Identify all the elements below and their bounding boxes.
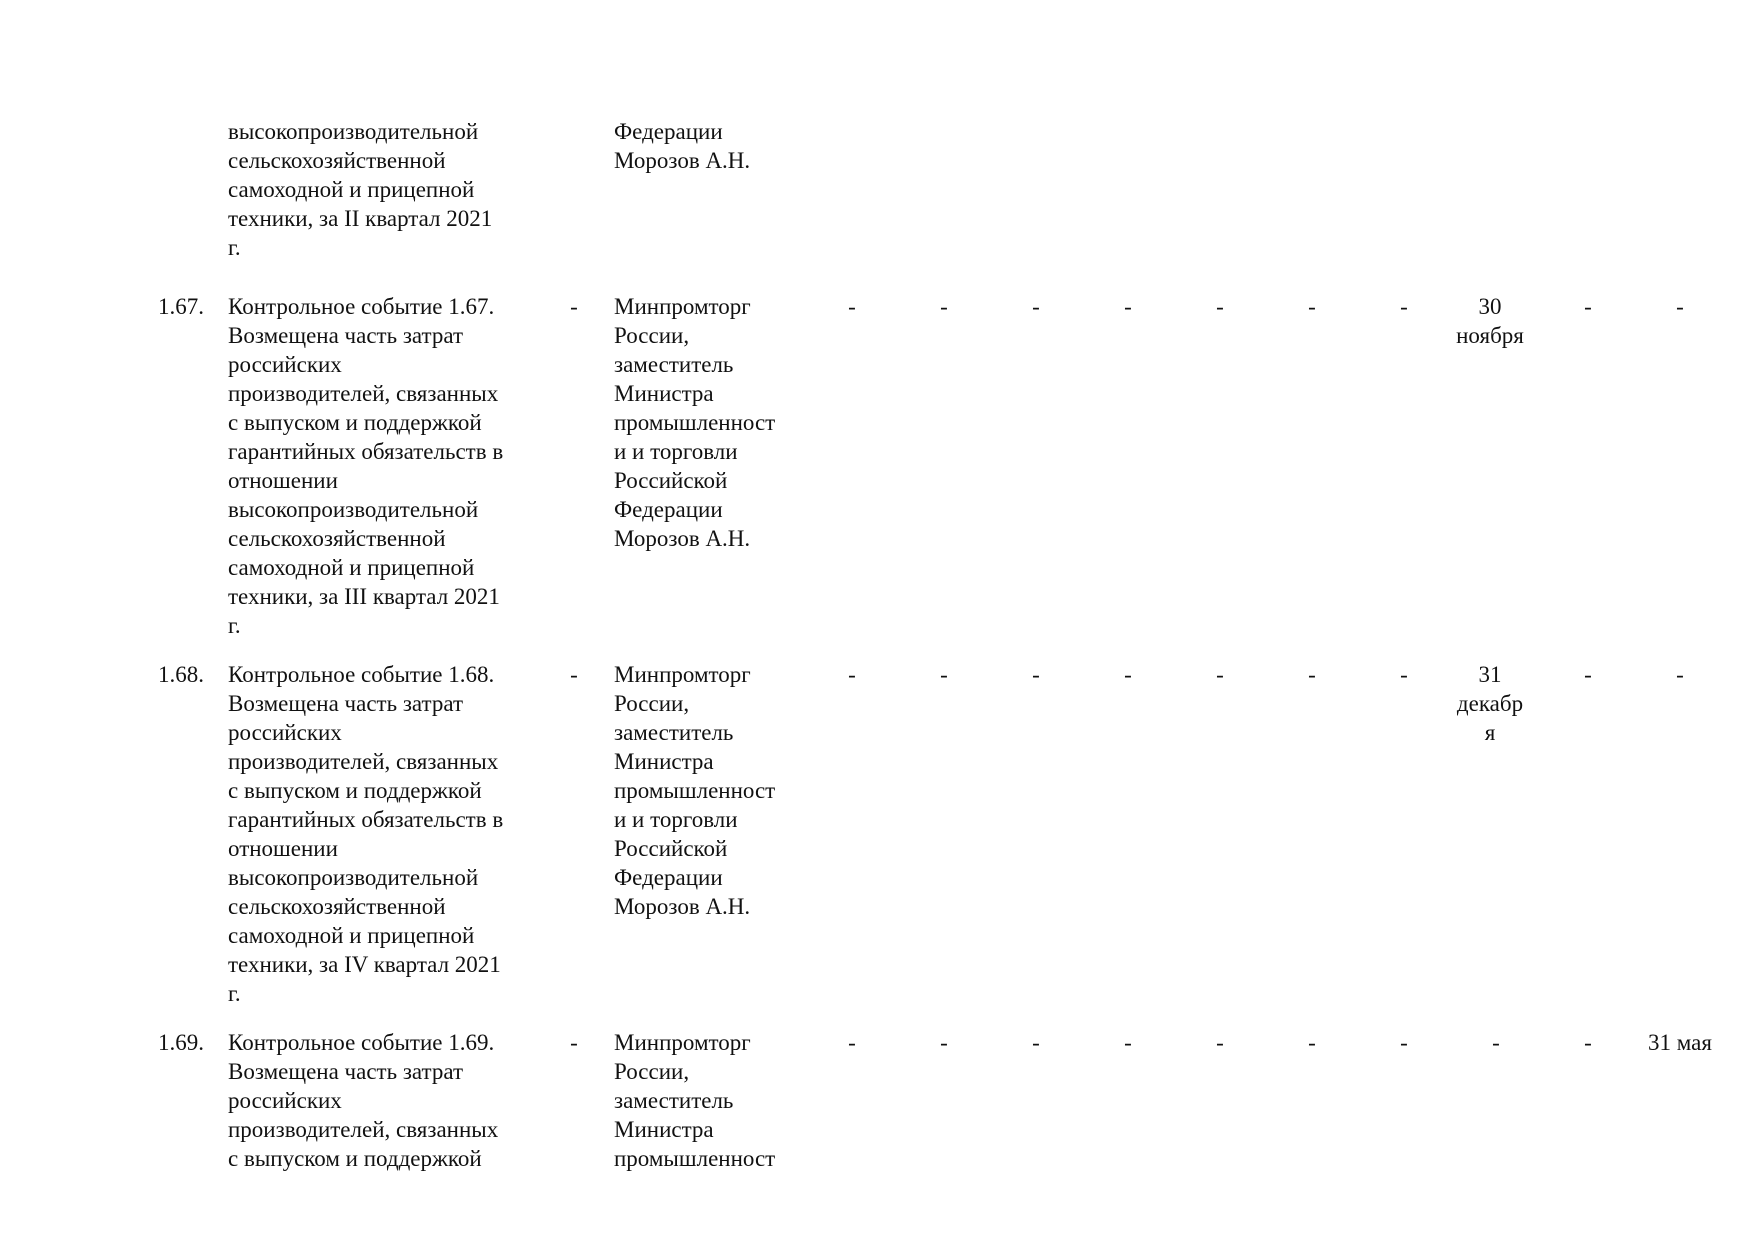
q-cell: - (940, 294, 948, 319)
row-description: Контрольное событие 1.67. Возмещена часть затрат российских производителей, связанных с выпуском и поддержкой гарантийных обязательств в отношении высокопроизводительной сельскохозяйственной самоходной и прицепной техники, за III квартал 2021 г. (228, 294, 504, 638)
q-cell: - (1124, 662, 1132, 687)
q-cell: - (1216, 662, 1224, 687)
q-cell: - (848, 1030, 856, 1055)
row-number: 1.69. (158, 1030, 204, 1055)
q-cell: - (848, 294, 856, 319)
row-description: Контрольное событие 1.68. Возмещена часть затрат российских производителей, связанных с выпуском и поддержкой гарантийных обязательств в отношении высокопроизводительной сельскохозяйственной самоходной и прицепной техники, за IV квартал 2021 г. (228, 662, 504, 1006)
q-cell: - (1584, 662, 1592, 687)
q-cell: - (848, 662, 856, 687)
q-cell: - (1400, 294, 1408, 319)
row-dash: - (570, 1030, 578, 1055)
q-cell: - (1216, 294, 1224, 319)
q-cell: - (940, 662, 948, 687)
row-responsible: Федерации Морозов А.Н. (614, 119, 751, 173)
row-responsible: Минпромторг России, заместитель Министра промышленност и и торговли Российской Федерации Морозов А.Н. (614, 294, 776, 551)
q-cell: - (1032, 294, 1040, 319)
row-dash: - (570, 662, 578, 687)
q-cell: - (1308, 294, 1316, 319)
row-number: 1.67. (158, 294, 204, 319)
q-cell-date: 30 ноября (1456, 294, 1524, 348)
row-dash: - (570, 294, 578, 319)
q-cell: - (940, 1030, 948, 1055)
q-cell: - (1676, 662, 1684, 687)
row-number: 1.68. (158, 662, 204, 687)
q-cell: - (1124, 1030, 1132, 1055)
q-cell: - (1584, 294, 1592, 319)
q-cell: - (1492, 1030, 1500, 1055)
q-cell: - (1032, 1030, 1040, 1055)
q-cell: - (1032, 662, 1040, 687)
q-cell-date: 31 декабр я (1456, 662, 1524, 745)
q-cell: - (1308, 1030, 1316, 1055)
row-responsible: Минпромторг России, заместитель Министра промышленност (614, 1030, 776, 1171)
q-cell: - (1676, 294, 1684, 319)
q-cell: - (1584, 1030, 1592, 1055)
row-description: Контрольное событие 1.69. Возмещена часть затрат российских производителей, связанных с выпуском и поддержкой (228, 1030, 499, 1171)
q-cell: - (1216, 1030, 1224, 1055)
q-cell: - (1400, 1030, 1408, 1055)
q-cell: - (1124, 294, 1132, 319)
q-cell: - (1400, 662, 1408, 687)
q-cell-date: 31 мая (1648, 1030, 1712, 1055)
row-description: высокопроизводительной сельскохозяйственной самоходной и прицепной техники, за II квартал 2021 г. (228, 119, 493, 260)
row-responsible: Минпромторг России, заместитель Министра промышленност и и торговли Российской Федерации Морозов А.Н. (614, 662, 776, 919)
q-cell: - (1308, 662, 1316, 687)
